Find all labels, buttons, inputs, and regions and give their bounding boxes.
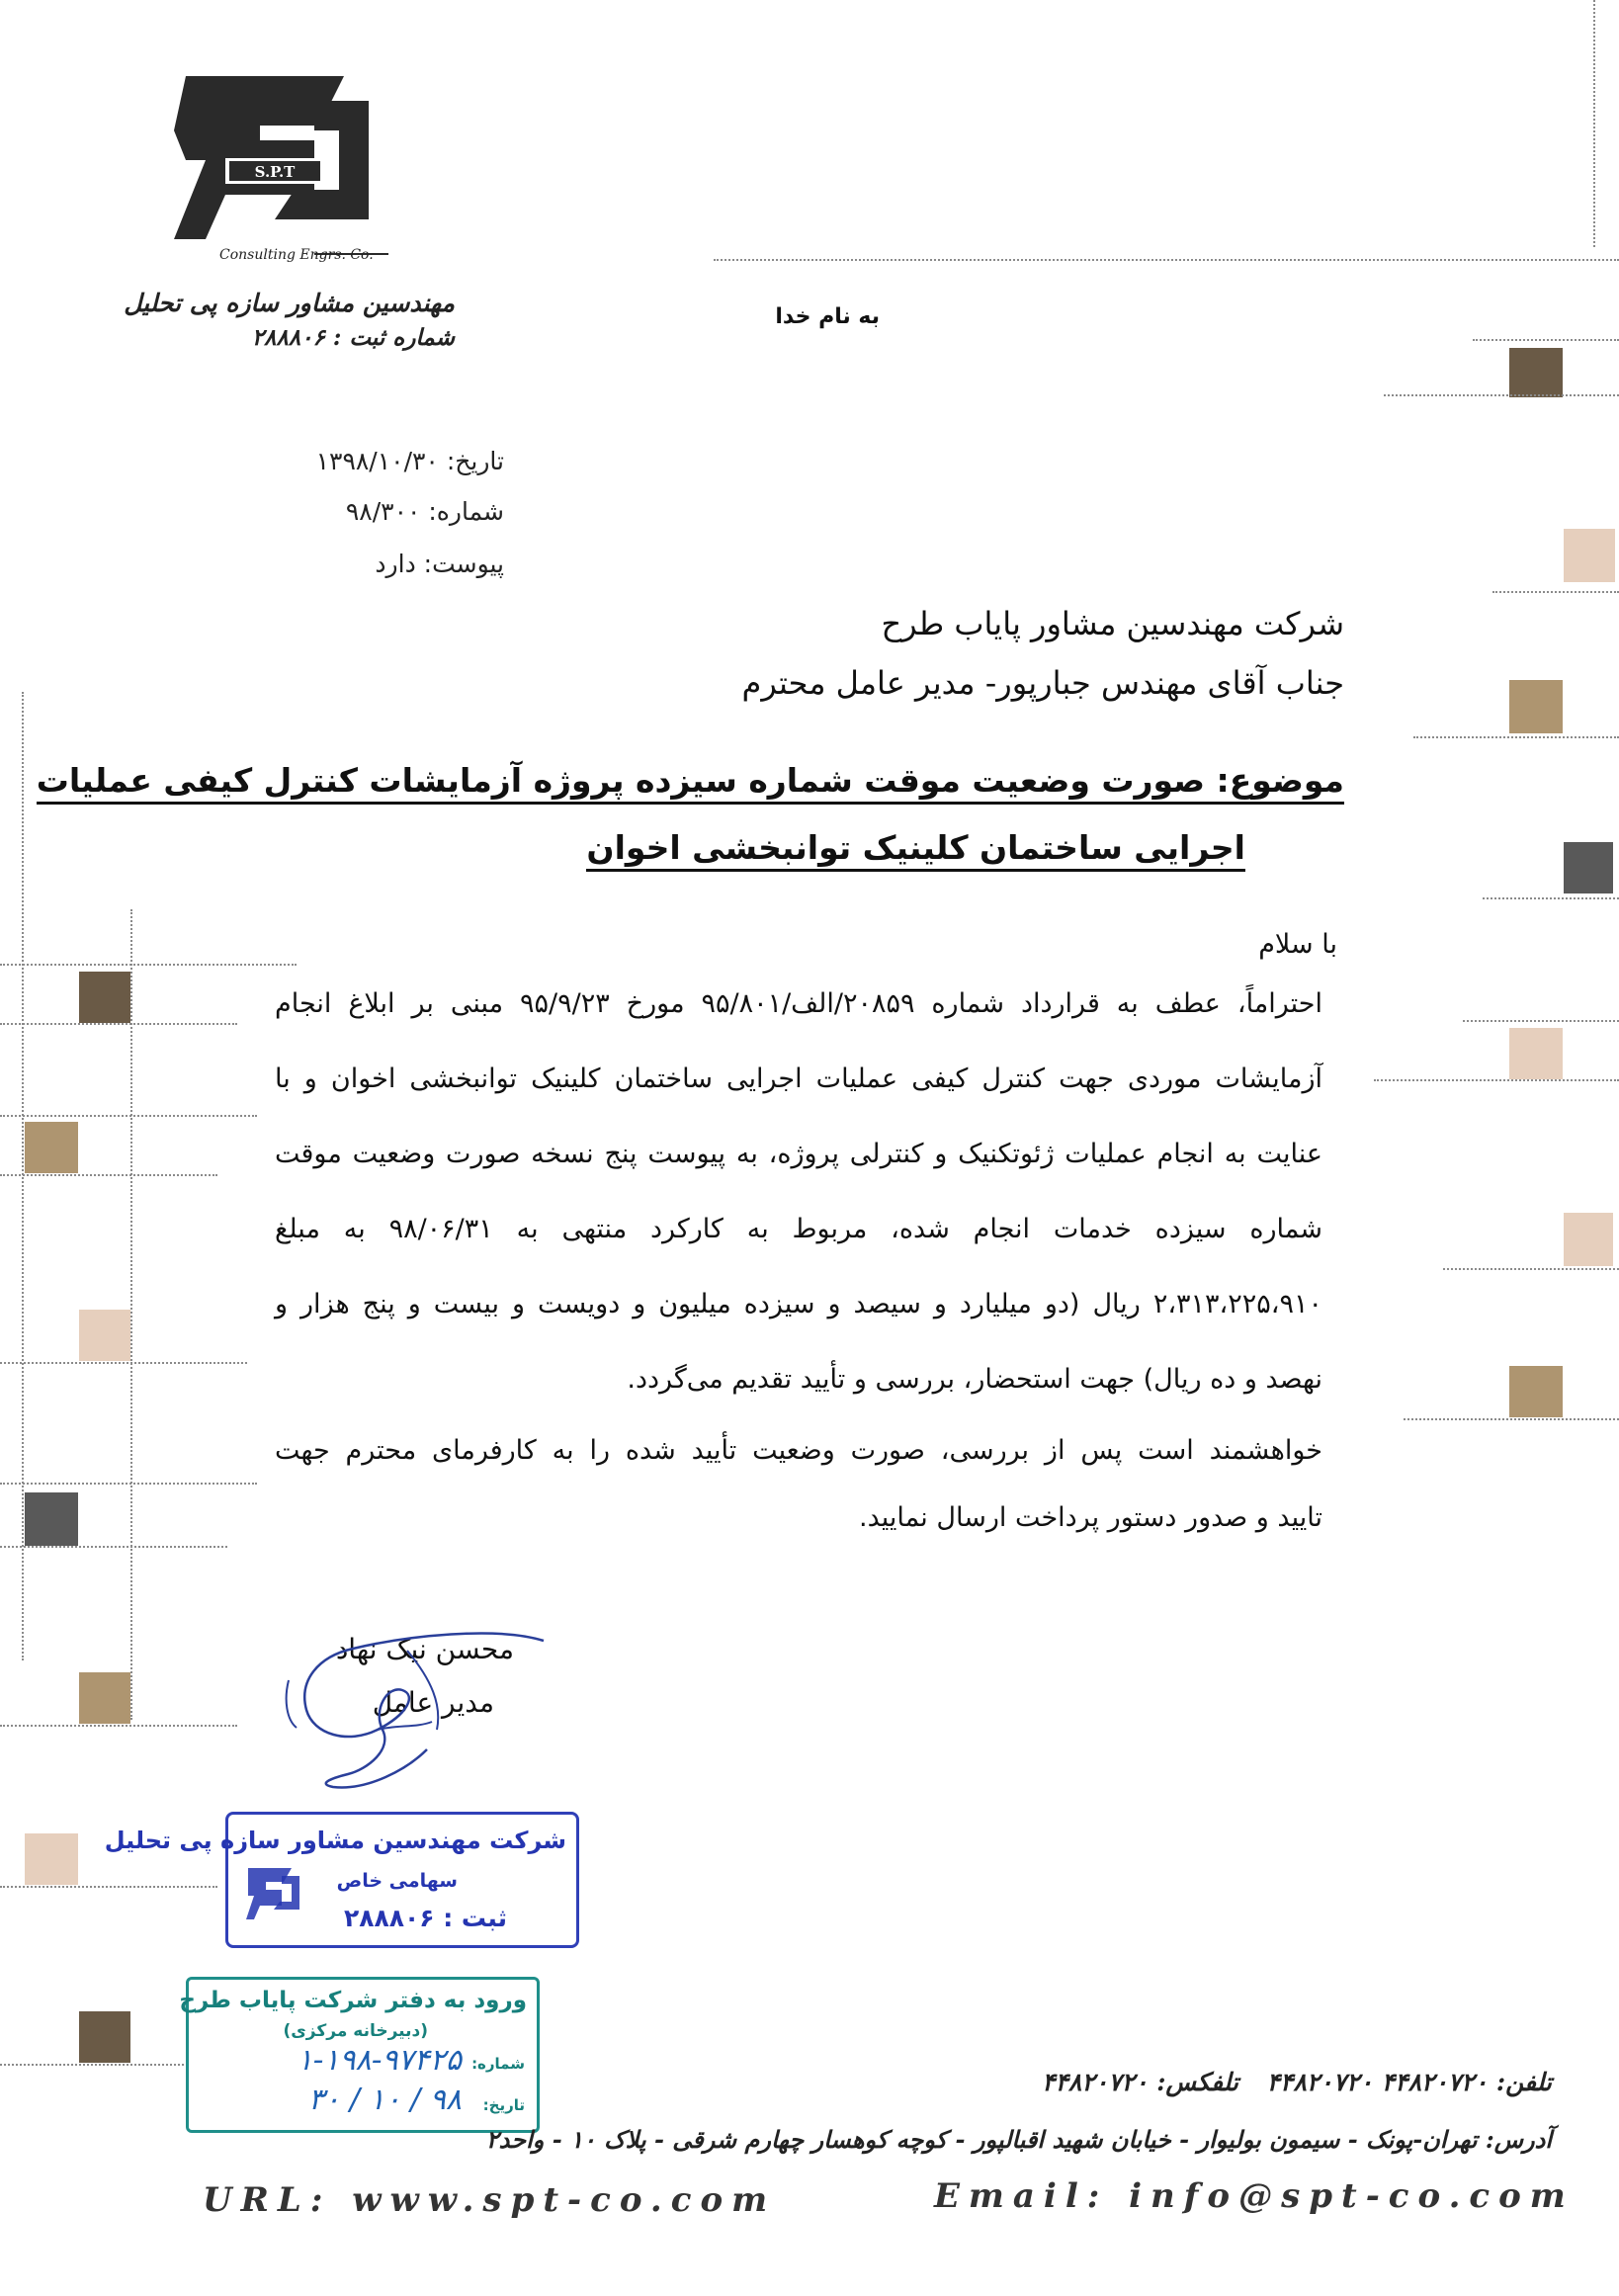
company-name: مهندسین مشاور سازه پی تحلیل [124, 289, 455, 317]
dotted-rule [1374, 1079, 1619, 1081]
dotted-rule [0, 2064, 188, 2066]
dotted-rule [1404, 1418, 1619, 1420]
dotted-rule [130, 909, 132, 1720]
dotted-rule [1483, 897, 1619, 899]
stamp-company-type: سهامی خاص [336, 1870, 458, 1892]
decor-tile [1509, 348, 1563, 397]
decor-tile [1564, 1213, 1613, 1266]
body-line: عنایت به انجام عملیات ژئوتکنیک و کنترلی پروژه، به پیوست پنج نسخه صورت وضعیت موقت [275, 1139, 1322, 1169]
reception-number-label: شماره: [471, 2055, 525, 2073]
footer-fax: تلفکس: ۴۴۸۲۰۷۲۰ [1042, 2068, 1238, 2096]
company-logo [166, 71, 393, 269]
signatory-title: مدیر عامل [372, 1686, 494, 1719]
letter-attachment: پیوست: دارد [375, 550, 504, 578]
footer-email[interactable]: Email: info@spt-co.com [934, 2176, 1575, 2216]
stamp-company-name: شرکت مهندسین مشاور سازه پی تحلیل [104, 1827, 566, 1854]
dotted-rule [0, 1362, 247, 1364]
body-line: شماره سیزده خدمات انجام شده، مربوط به کارکرد منتهی به ۹۸/۰۶/۳۱ به مبلغ [275, 1214, 1322, 1244]
decor-tile [79, 1310, 130, 1361]
subject-text-1: موضوع: صورت وضعیت موقت شماره سیزده پروژه آزمایشات کنترل کیفی عملیات [37, 761, 1344, 805]
subject-line-1 [37, 761, 1344, 800]
dotted-rule [1473, 339, 1619, 341]
dotted-rule [714, 259, 1619, 261]
decor-tile [25, 1833, 78, 1885]
dotted-rule [0, 1886, 217, 1888]
dotted-rule [22, 692, 24, 1660]
handwritten-signature [259, 1611, 555, 1799]
decor-tile [1564, 842, 1613, 893]
decor-tile [79, 2011, 130, 2063]
decor-tile [25, 1122, 78, 1173]
reception-number-value: ۱-۱۹۸-۹۷۴۲۵ [297, 2043, 462, 2078]
reception-title: ورود به دفتر شرکت پایاب طرح [179, 1988, 527, 2013]
decor-tile [1509, 1366, 1563, 1417]
stamp-logo-icon [242, 1862, 303, 1931]
footer-address: آدرس: تهران-پونک - سیمون بولیوار - خیابان شهید اقبالپور - کوچه کوهسار چهارم شرقی - پلاک ۱۰ - واحد۲ [485, 2125, 1552, 2154]
dotted-rule [1443, 1268, 1619, 1270]
body-line: نهصد و ده ریال) جهت استحضار، بررسی و تأیید تقدیم می‌گردد. [627, 1364, 1322, 1395]
subject-line-2 [586, 828, 1245, 867]
reception-date-label: تاریخ: [482, 2096, 525, 2114]
greeting: با سلام [1258, 929, 1337, 960]
body-line: ۲،۳۱۳،۲۲۵،۹۱۰ ریال (دو میلیارد و سیصد و سیزده میلیون و دویست و بیست و پنج هزار و [275, 1289, 1322, 1319]
decor-tile [25, 1492, 78, 1546]
stamp-registration: ثبت : ۲۸۸۸۰۶ [343, 1904, 507, 1932]
dotted-rule [0, 1023, 237, 1025]
decor-tile [79, 972, 130, 1023]
dotted-rule [1413, 736, 1619, 738]
dotted-rule [0, 964, 297, 966]
registration-number: شماره ثبت : ۲۸۸۸۰۶ [251, 324, 455, 351]
dotted-rule [0, 1725, 237, 1727]
invocation: به نام خدا [775, 304, 880, 329]
dotted-rule [0, 1115, 257, 1117]
dotted-rule [1492, 591, 1619, 593]
dotted-rule [0, 1546, 227, 1548]
decor-tile [1564, 529, 1615, 582]
recipient-company: شرکت مهندسین مشاور پایاب طرح [881, 605, 1344, 642]
dotted-rule [0, 1174, 217, 1176]
body-line: احتراماً، عطف به قرارداد شماره ۲۰۸۵۹/الف/۹۵/۸۰۱ مورخ ۹۵/۹/۲۳ مبنی بر ابلاغ انجام [275, 988, 1322, 1019]
body-line: آزمایشات موردی جهت کنترل کیفی عملیات اجرایی ساختمان کلینیک توانبخشی اخوان و با [275, 1063, 1322, 1094]
dotted-rule [1463, 1020, 1619, 1022]
reception-stamp [179, 1977, 540, 2133]
footer-url[interactable]: URL: www.spt-co.com [203, 2180, 777, 2220]
spt-logo-mark [166, 71, 393, 269]
dotted-rule [1384, 394, 1619, 396]
decor-tile [1509, 680, 1563, 733]
closing-line: خواهشمند است پس از بررسی، صورت وضعیت تأیید شده را به کارفرمای محترم جهت [275, 1435, 1322, 1466]
closing-line: تایید و صدور دستور پرداخت ارسال نمایید. [859, 1502, 1322, 1533]
company-stamp [104, 1812, 579, 1948]
decor-tile [79, 1672, 130, 1724]
recipient-person: جناب آقای مهندس جبارپور- مدیر عامل محترم [741, 664, 1344, 702]
letter-date: تاریخ: ۱۳۹۸/۱۰/۳۰ [315, 447, 504, 475]
logo-text: S.P.T [254, 163, 296, 181]
reception-subtitle: (دبیرخانه مرکزی) [283, 2021, 428, 2041]
logo-subtitle: Consulting Engrs. Co. [219, 247, 374, 263]
footer-phone: تلفن: ۴۴۸۲۰۷۲۰ ۴۴۸۲۰۷۲۰ [1266, 2068, 1552, 2096]
dotted-rule [0, 1483, 257, 1485]
letter-number: شماره: ۹۸/۳۰۰ [345, 497, 504, 526]
signatory-name: محسن نیک نهاد [335, 1633, 514, 1665]
decor-tile [1509, 1028, 1563, 1079]
reception-date-value: ۹۸ / ۱۰ / ۳۰ [307, 2083, 462, 2117]
subject-text-2: اجرایی ساختمان کلینیک توانبخشی اخوان [586, 828, 1245, 872]
dotted-rule [1593, 0, 1595, 247]
